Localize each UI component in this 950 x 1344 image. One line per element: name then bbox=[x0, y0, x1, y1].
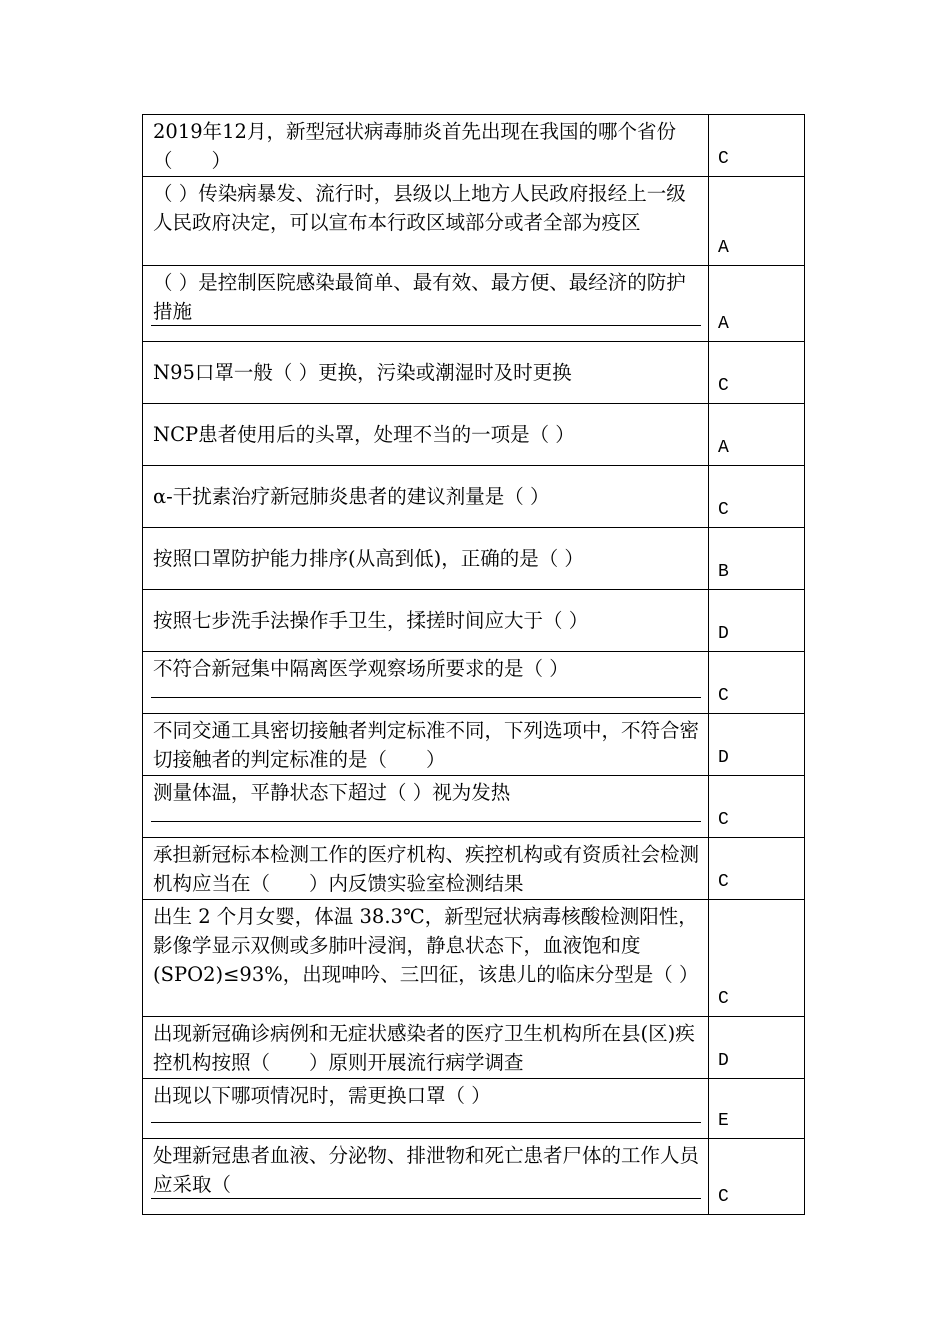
question-cell: （ ）传染病暴发、流行时，县级以上地方人民政府报经上一级人民政府决定，可以宣布本行政区域部分或者全部为疫区 bbox=[143, 177, 709, 266]
answer-cell: C bbox=[709, 900, 805, 1017]
answer-cell: D bbox=[709, 590, 805, 652]
question-cell: 出现以下哪项情况时，需更换口罩（ ） bbox=[143, 1079, 709, 1139]
question-cell: 不同交通工具密切接触者判定标准不同，下列选项中，不符合密切接触者的判定标准的是（ ） bbox=[143, 714, 709, 776]
table-row bbox=[143, 342, 805, 404]
table-row bbox=[143, 1139, 805, 1215]
question-cell: 出生 2 个月女婴，体温 38.3℃，新型冠状病毒核酸检测阳性，影像学显示双侧或多肺叶浸润，静息状态下，血液饱和度(SPO2)≤93%，出现呻吟、三凹征，该患儿的临床分型是（ ） bbox=[143, 900, 709, 1017]
question-cell: 按照七步洗手法操作手卫生，揉搓时间应大于（ ） bbox=[143, 590, 709, 652]
question-cell: 测量体温，平静状态下超过（ ）视为发热 bbox=[143, 776, 709, 838]
answer-cell: B bbox=[709, 528, 805, 590]
table-row bbox=[143, 1017, 805, 1079]
question-cell: 2019年12月，新型冠状病毒肺炎首先出现在我国的哪个省份（ ） bbox=[143, 115, 709, 177]
answer-cell: C bbox=[709, 776, 805, 838]
answer-cell: A bbox=[709, 177, 805, 266]
answer-cell: C bbox=[709, 342, 805, 404]
table-row bbox=[143, 652, 805, 714]
answer-cell: C bbox=[709, 466, 805, 528]
answer-cell: D bbox=[709, 1017, 805, 1079]
table-row bbox=[143, 838, 805, 900]
question-cell: 出现新冠确诊病例和无症状感染者的医疗卫生机构所在县(区)疾控机构按照（ ）原则开展流行病学调查 bbox=[143, 1017, 709, 1079]
question-cell: NCP患者使用后的头罩，处理不当的一项是（ ） bbox=[143, 404, 709, 466]
question-cell: 承担新冠标本检测工作的医疗机构、疾控机构或有资质社会检测机构应当在（ ）内反馈实验室检测结果 bbox=[143, 838, 709, 900]
table-row bbox=[143, 714, 805, 776]
table-row bbox=[143, 404, 805, 466]
answer-cell: E bbox=[709, 1079, 805, 1139]
answer-cell: C bbox=[709, 115, 805, 177]
answer-cell: C bbox=[709, 1139, 805, 1215]
answer-cell: C bbox=[709, 838, 805, 900]
table-row bbox=[143, 266, 805, 342]
question-cell: N95口罩一般（ ）更换，污染或潮湿时及时更换 bbox=[143, 342, 709, 404]
table-row bbox=[143, 466, 805, 528]
answer-cell: A bbox=[709, 266, 805, 342]
question-cell: α-干扰素治疗新冠肺炎患者的建议剂量是（ ） bbox=[143, 466, 709, 528]
table-row bbox=[143, 900, 805, 1017]
table-row bbox=[143, 177, 805, 266]
table-row bbox=[143, 115, 805, 177]
question-answer-table bbox=[142, 114, 805, 1215]
question-cell: 不符合新冠集中隔离医学观察场所要求的是（ ） bbox=[143, 652, 709, 714]
answer-cell: D bbox=[709, 714, 805, 776]
answer-cell: C bbox=[709, 652, 805, 714]
question-cell: 按照口罩防护能力排序(从高到低)，正确的是（ ） bbox=[143, 528, 709, 590]
question-cell: （ ）是控制医院感染最简单、最有效、最方便、最经济的防护措施 bbox=[143, 266, 709, 342]
table-row bbox=[143, 528, 805, 590]
answer-cell: A bbox=[709, 404, 805, 466]
table-row bbox=[143, 776, 805, 838]
table-row bbox=[143, 590, 805, 652]
question-cell: 处理新冠患者血液、分泌物、排泄物和死亡患者尸体的工作人员应采取（ bbox=[143, 1139, 709, 1215]
table-row bbox=[143, 1079, 805, 1139]
